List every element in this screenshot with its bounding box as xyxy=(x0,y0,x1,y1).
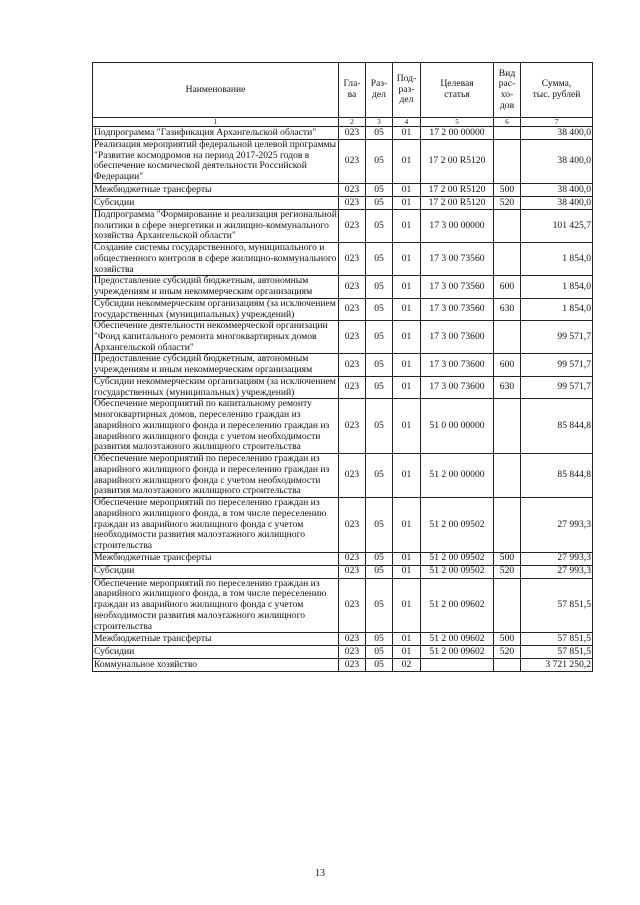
row-vid-raskhodov: 500 xyxy=(494,633,521,646)
row-name: Межбюджетные трансферты xyxy=(93,552,339,565)
column-number: 3 xyxy=(366,118,393,127)
row-podrazdel: 01 xyxy=(393,399,421,454)
row-tselevaya-statya: 51 2 00 09602 xyxy=(421,578,494,633)
row-vid-raskhodov xyxy=(494,127,521,140)
table-row xyxy=(93,276,593,298)
row-tselevaya-statya: 51 2 00 09502 xyxy=(421,552,494,565)
header-summa: Сумма, тыс. рублей xyxy=(521,63,593,118)
row-summa: 85 844,8 xyxy=(521,454,593,498)
table-row xyxy=(93,646,593,659)
row-name: Межбюджетные трансферты xyxy=(93,633,339,646)
table-row xyxy=(93,578,593,633)
row-summa: 38 400,0 xyxy=(521,196,593,209)
table-row xyxy=(93,354,593,376)
row-name: Межбюджетные трансферты xyxy=(93,183,339,196)
row-razdel: 05 xyxy=(366,243,393,276)
row-podrazdel: 01 xyxy=(393,209,421,242)
row-vid-raskhodov: 500 xyxy=(494,183,521,196)
page-number: 13 xyxy=(315,868,325,879)
row-name: Субсидии некоммерческим организациям (за исключением государственных (муниципальных) учреждений) xyxy=(93,376,339,398)
row-tselevaya-statya: 51 2 00 09502 xyxy=(421,565,494,578)
row-name: Коммунальное хозяйство xyxy=(93,659,339,672)
column-number: 7 xyxy=(521,118,593,127)
row-podrazdel: 02 xyxy=(393,659,421,672)
column-number: 5 xyxy=(421,118,494,127)
row-glava: 023 xyxy=(339,354,366,376)
header-glava: Гла- ва xyxy=(339,63,366,118)
row-tselevaya-statya: 51 2 00 09502 xyxy=(421,498,494,553)
row-vid-raskhodov: 520 xyxy=(494,565,521,578)
row-podrazdel: 01 xyxy=(393,276,421,298)
row-podrazdel: 01 xyxy=(393,354,421,376)
row-razdel: 05 xyxy=(366,196,393,209)
row-vid-raskhodov xyxy=(494,243,521,276)
row-razdel: 05 xyxy=(366,565,393,578)
row-tselevaya-statya: 51 2 00 09602 xyxy=(421,646,494,659)
row-podrazdel: 01 xyxy=(393,578,421,633)
table-row xyxy=(93,127,593,140)
row-podrazdel: 01 xyxy=(393,454,421,498)
row-vid-raskhodov: 630 xyxy=(494,376,521,398)
table-row xyxy=(93,498,593,553)
row-name: Обеспечение мероприятий по переселению граждан из аварийного жилищного фонда, в том числе переселению граждан из аварийного жилищного фонда с учетом необходимости развития малоэтажного жилищного строительства xyxy=(93,578,339,633)
row-vid-raskhodov xyxy=(494,399,521,454)
row-tselevaya-statya: 17 3 00 73600 xyxy=(421,376,494,398)
row-name: Обеспечение мероприятий по капитальному ремонту многоквартирных домов, переселению граждан из аварийного жилищного фонда и переселению граждан из аварийного жилищного фонда с учетом необходимости развития малоэтажного жилищного строительства xyxy=(93,399,339,454)
row-glava: 023 xyxy=(339,209,366,242)
row-glava: 023 xyxy=(339,552,366,565)
budget-table xyxy=(92,62,593,672)
row-summa: 85 844,8 xyxy=(521,399,593,454)
row-tselevaya-statya xyxy=(421,659,494,672)
row-tselevaya-statya: 17 3 00 73600 xyxy=(421,321,494,354)
row-razdel: 05 xyxy=(366,209,393,242)
row-vid-raskhodov xyxy=(494,321,521,354)
table-header-row xyxy=(93,63,593,118)
row-name: Субсидии xyxy=(93,565,339,578)
row-podrazdel: 01 xyxy=(393,646,421,659)
table-row xyxy=(93,183,593,196)
table-row xyxy=(93,633,593,646)
row-tselevaya-statya: 17 3 00 73560 xyxy=(421,276,494,298)
row-glava: 023 xyxy=(339,298,366,320)
row-name: Предоставление субсидий бюджетным, автономным учреждениям и иным некоммерческим организациям xyxy=(93,276,339,298)
row-name: Обеспечение деятельности некоммерческой организации "Фонд капитального ремонта многоквартирных домов Архангельской области" xyxy=(93,321,339,354)
row-summa: 57 851,5 xyxy=(521,633,593,646)
table-row xyxy=(93,659,593,672)
row-summa: 38 400,0 xyxy=(521,127,593,140)
row-razdel: 05 xyxy=(366,578,393,633)
row-glava: 023 xyxy=(339,646,366,659)
table-row xyxy=(93,140,593,184)
row-name: Реализация мероприятий федеральной целевой программы "Развитие космодромов на период 2017-2025 годов в обеспечение космической деятельности Российской Федерации" xyxy=(93,140,339,184)
row-glava: 023 xyxy=(339,276,366,298)
row-vid-raskhodov xyxy=(494,659,521,672)
row-podrazdel: 01 xyxy=(393,298,421,320)
row-vid-raskhodov: 520 xyxy=(494,646,521,659)
row-name: Предоставление субсидий бюджетным, автономным учреждениям и иным некоммерческим организациям xyxy=(93,354,339,376)
row-podrazdel: 01 xyxy=(393,321,421,354)
row-tselevaya-statya: 17 2 00 R5120 xyxy=(421,140,494,184)
table-row xyxy=(93,454,593,498)
row-tselevaya-statya: 17 3 00 73560 xyxy=(421,298,494,320)
row-glava: 023 xyxy=(339,565,366,578)
row-glava: 023 xyxy=(339,454,366,498)
row-razdel: 05 xyxy=(366,140,393,184)
table-row xyxy=(93,552,593,565)
row-name: Подпрограмма "Формирование и реализация региональной политики в сфере энергетики и жилищно-коммунального хозяйства Архангельской области" xyxy=(94,208,337,242)
row-name: Субсидии xyxy=(93,196,339,209)
row-podrazdel: 01 xyxy=(393,565,421,578)
row-name: Обеспечение мероприятий по переселению граждан из аварийного жилищного фонда, в том числе переселению граждан из аварийного жилищного фонда с учетом необходимости развития малоэтажного жилищного строительства xyxy=(93,498,339,553)
row-razdel: 05 xyxy=(366,454,393,498)
row-tselevaya-statya: 17 3 00 73600 xyxy=(421,354,494,376)
row-vid-raskhodov xyxy=(494,209,521,242)
column-number: 6 xyxy=(494,118,521,127)
row-podrazdel: 01 xyxy=(393,183,421,196)
row-summa: 38 400,0 xyxy=(521,183,593,196)
row-razdel: 05 xyxy=(366,552,393,565)
row-name: Подпрограмма "Газификация Архангельской области" xyxy=(93,127,339,140)
row-vid-raskhodov: 600 xyxy=(494,276,521,298)
row-glava: 023 xyxy=(339,127,366,140)
row-vid-raskhodov: 500 xyxy=(494,552,521,565)
row-razdel: 05 xyxy=(366,354,393,376)
row-name: Обеспечение мероприятий по переселению граждан из аварийного жилищного фонда и переселению граждан из аварийного жилищного фонда с учетом необходимости развития малоэтажного жилищного строительства xyxy=(93,454,339,498)
row-summa: 1 854,0 xyxy=(521,298,593,320)
row-razdel: 05 xyxy=(366,633,393,646)
row-podrazdel: 01 xyxy=(393,140,421,184)
row-tselevaya-statya: 51 2 00 00000 xyxy=(421,454,494,498)
table-row xyxy=(93,209,593,242)
row-summa: 57 851,5 xyxy=(521,578,593,633)
column-number: 1 xyxy=(93,118,339,127)
table-row xyxy=(93,399,593,454)
row-summa: 99 571,7 xyxy=(521,376,593,398)
row-tselevaya-statya: 17 3 00 00000 xyxy=(421,209,494,242)
row-razdel: 05 xyxy=(366,498,393,553)
header-razdel: Раз- дел xyxy=(366,63,393,118)
row-tselevaya-statya: 51 2 00 09602 xyxy=(421,633,494,646)
header-tselevaya-statya: Целевая статья xyxy=(421,63,494,118)
row-razdel: 05 xyxy=(366,298,393,320)
row-name: Создание системы государственного, муниципального и общественного контроля в сфере жилищно-коммунального хозяйства xyxy=(93,243,339,276)
row-glava: 023 xyxy=(339,376,366,398)
table-row xyxy=(93,565,593,578)
header-vid-raskhodov: Вид рас- хо- дов xyxy=(494,63,521,118)
row-summa: 27 993,3 xyxy=(521,565,593,578)
row-tselevaya-statya: 51 0 00 00000 xyxy=(421,399,494,454)
row-glava: 023 xyxy=(339,183,366,196)
row-glava: 023 xyxy=(339,196,366,209)
row-glava: 023 xyxy=(339,399,366,454)
column-number: 4 xyxy=(393,118,421,127)
row-glava: 023 xyxy=(339,140,366,184)
row-summa: 99 571,7 xyxy=(521,321,593,354)
column-number: 2 xyxy=(339,118,366,127)
row-tselevaya-statya: 17 2 00 00000 xyxy=(421,127,494,140)
row-glava: 023 xyxy=(339,243,366,276)
row-summa: 1 854,0 xyxy=(521,243,593,276)
row-summa: 3 721 250,2 xyxy=(521,659,593,672)
row-razdel: 05 xyxy=(366,183,393,196)
row-summa: 101 425,7 xyxy=(521,209,593,242)
row-podrazdel: 01 xyxy=(393,376,421,398)
row-summa: 1 854,0 xyxy=(521,276,593,298)
row-razdel: 05 xyxy=(366,276,393,298)
header-name: Наименование xyxy=(93,63,339,118)
table-row xyxy=(93,376,593,398)
row-glava: 023 xyxy=(339,578,366,633)
row-summa: 57 851,5 xyxy=(521,646,593,659)
table-row xyxy=(93,298,593,320)
row-razdel: 05 xyxy=(366,399,393,454)
row-name: Субсидии некоммерческим организациям (за исключением государственных (муниципальных) учреждений) xyxy=(93,298,339,320)
row-podrazdel: 01 xyxy=(393,498,421,553)
row-glava: 023 xyxy=(339,633,366,646)
row-podrazdel: 01 xyxy=(393,552,421,565)
row-glava: 023 xyxy=(339,498,366,553)
row-razdel: 05 xyxy=(366,659,393,672)
row-vid-raskhodov: 520 xyxy=(494,196,521,209)
table-row xyxy=(93,243,593,276)
row-razdel: 05 xyxy=(366,646,393,659)
table-row xyxy=(93,196,593,209)
row-vid-raskhodov: 600 xyxy=(494,354,521,376)
row-summa: 27 993,3 xyxy=(521,552,593,565)
row-tselevaya-statya: 17 2 00 R5120 xyxy=(421,183,494,196)
table-row xyxy=(93,321,593,354)
row-summa: 99 571,7 xyxy=(521,354,593,376)
row-summa: 38 400,0 xyxy=(521,140,593,184)
row-vid-raskhodov xyxy=(494,454,521,498)
row-tselevaya-statya: 17 2 00 R5120 xyxy=(421,196,494,209)
row-podrazdel: 01 xyxy=(393,127,421,140)
row-podrazdel: 01 xyxy=(393,633,421,646)
column-number-row xyxy=(93,118,593,127)
row-razdel: 05 xyxy=(366,127,393,140)
row-razdel: 05 xyxy=(366,376,393,398)
row-glava: 023 xyxy=(339,659,366,672)
row-name: Субсидии xyxy=(93,646,339,659)
row-podrazdel: 01 xyxy=(393,243,421,276)
row-vid-raskhodov xyxy=(494,498,521,553)
row-razdel: 05 xyxy=(366,321,393,354)
header-podrazdel: Под- раз- дел xyxy=(393,63,421,118)
row-podrazdel: 01 xyxy=(393,196,421,209)
row-summa: 27 993,3 xyxy=(521,498,593,553)
table-body xyxy=(93,127,593,672)
row-tselevaya-statya: 17 3 00 73560 xyxy=(421,243,494,276)
row-vid-raskhodov: 630 xyxy=(494,298,521,320)
row-vid-raskhodov xyxy=(494,140,521,184)
row-glava: 023 xyxy=(339,321,366,354)
row-vid-raskhodov xyxy=(494,578,521,633)
